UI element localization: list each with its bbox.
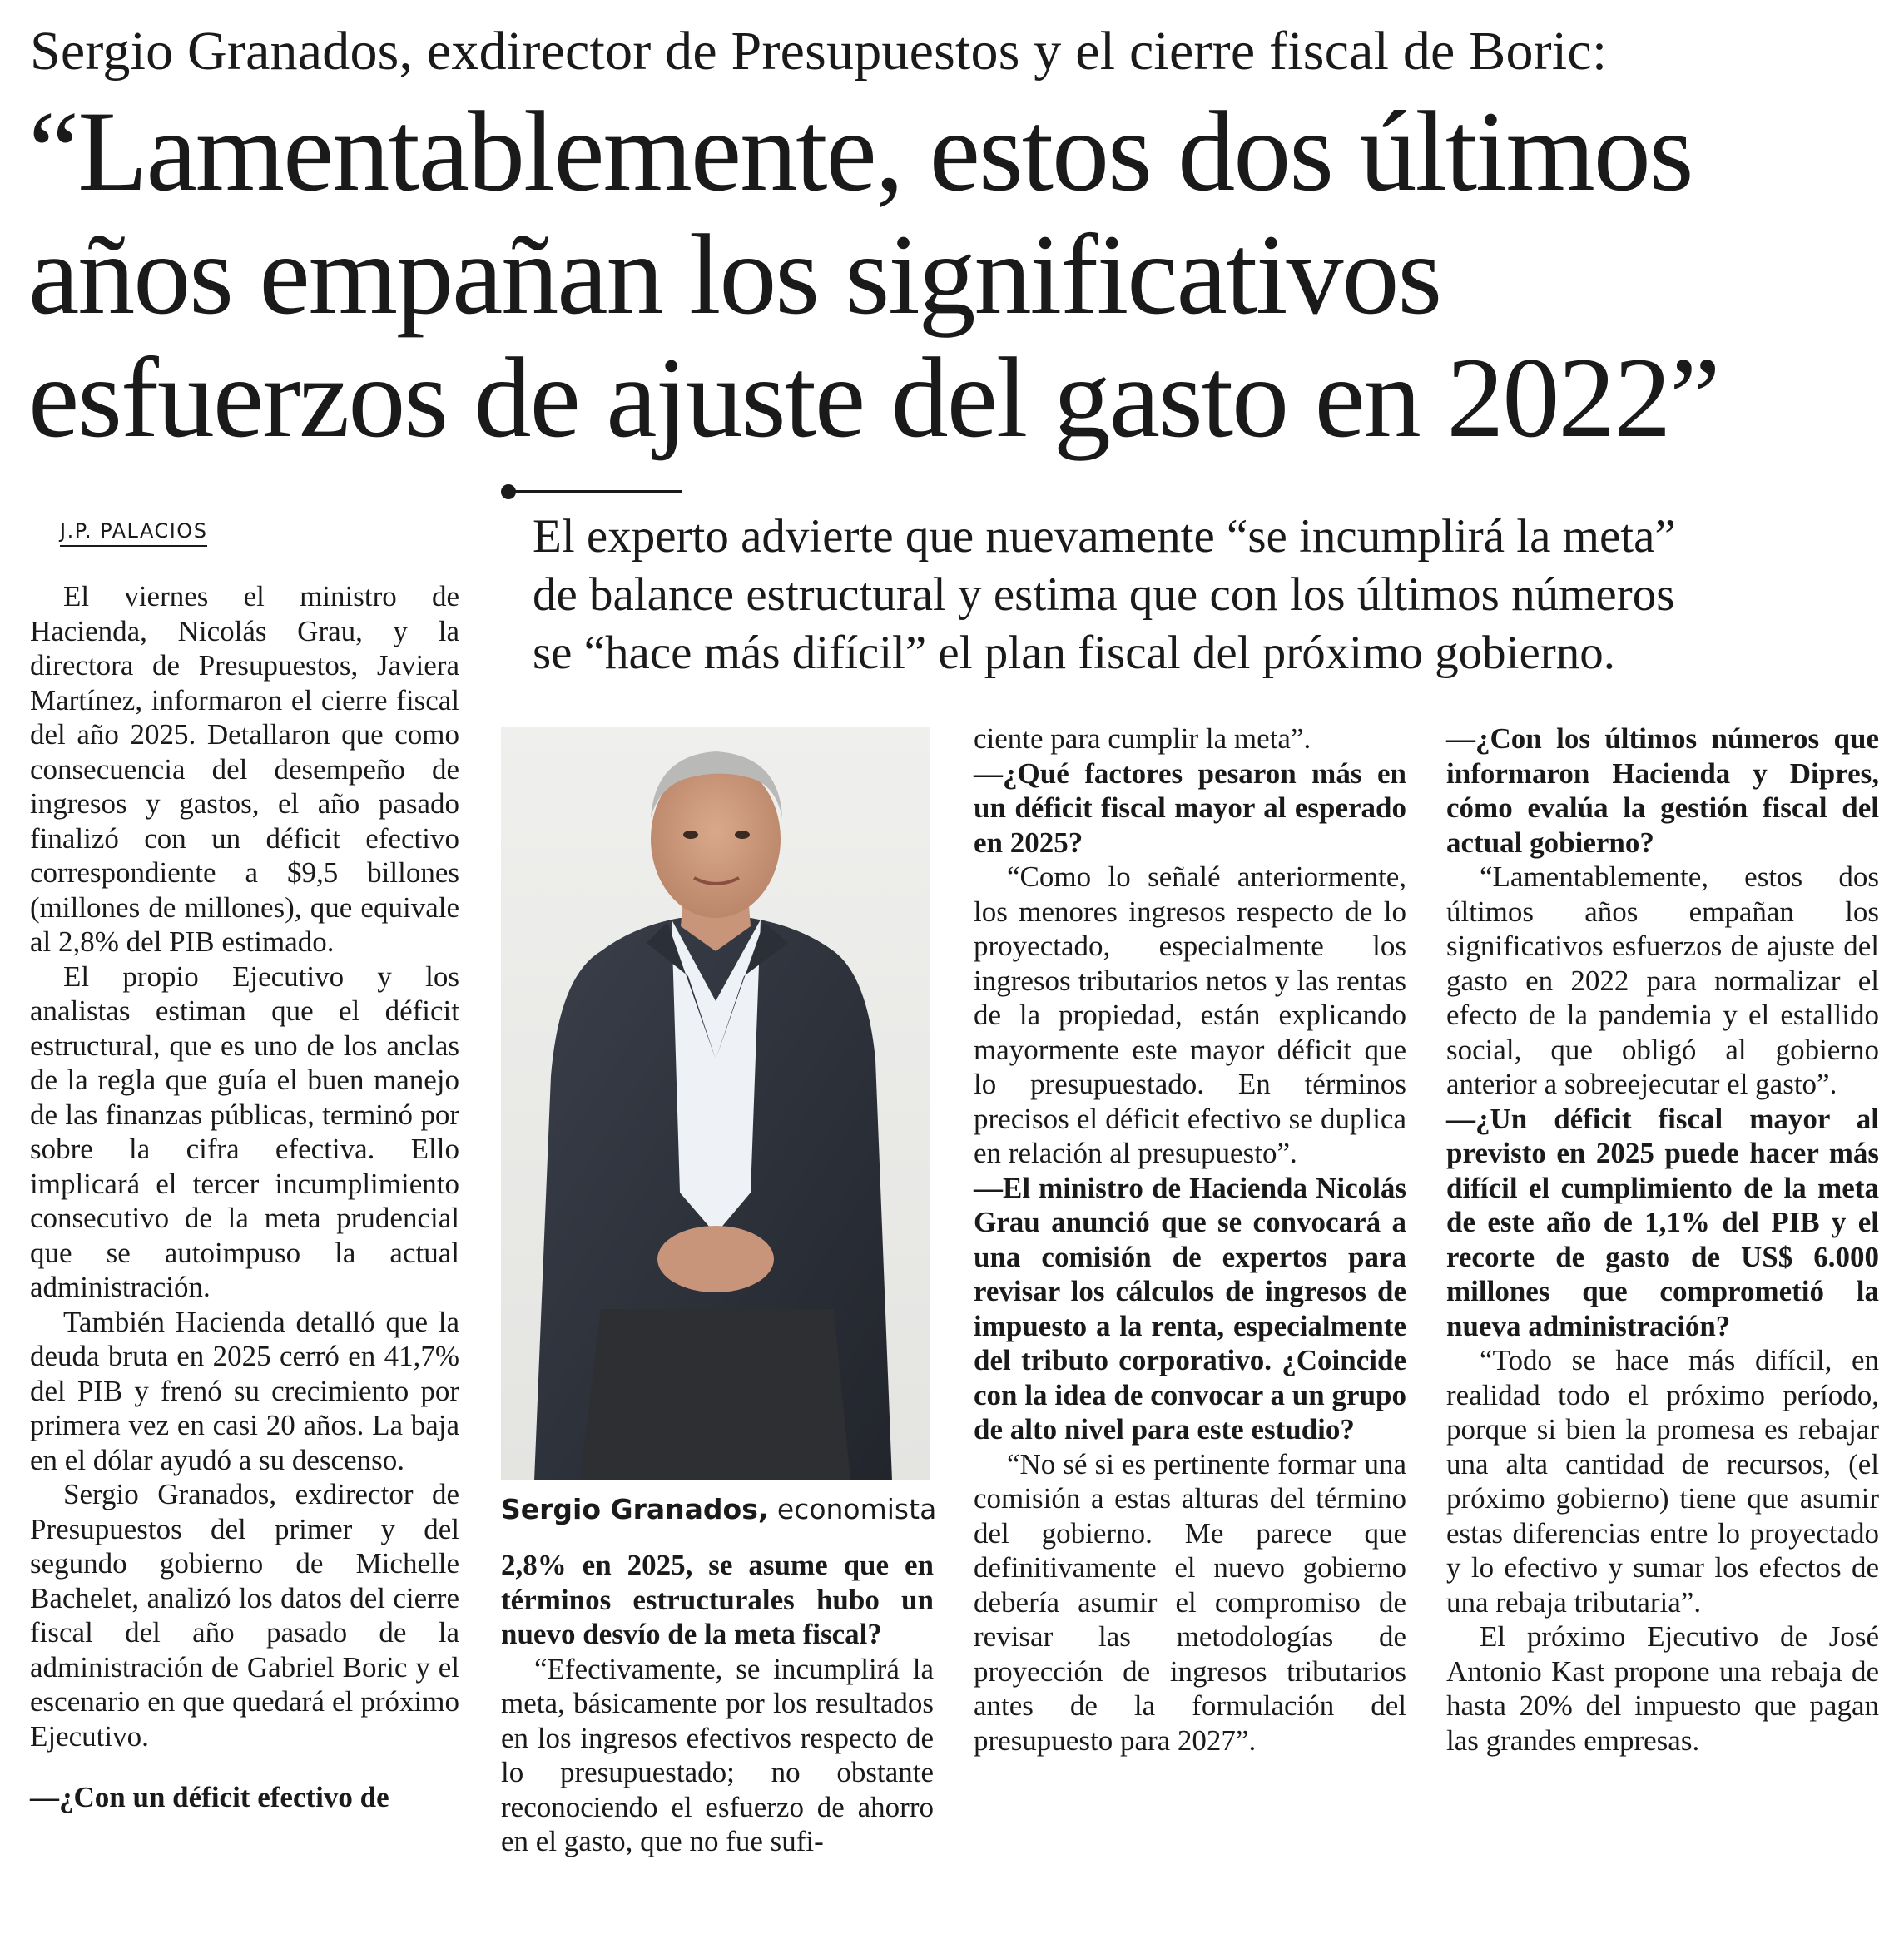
column-3 (974, 722, 1406, 1758)
column-4 (1446, 722, 1879, 1758)
interview-answer: “Efectivamente, se incumplirá la meta, básicamente por los resultados en los ingresos efectivos respecto de lo presupuestado; no obstante reconociendo el esfuerzo de ahorro en el gasto, que no fue sufi- (501, 1652, 934, 1857)
paragraph: El viernes el ministro de Hacienda, Nicolás Grau, y la directora de Presupuestos, Javiera Martínez, informaron el cierre fiscal del año 2025. Detallaron que como consecuencia del desempeño de ingresos y gastos, el año pasado finalizó con un déficit efectivo correspondiente a $9,5 billones (millones de millones), que equivale al 2,8% del PIB estimado. (30, 580, 459, 958)
interview-answer: “Lamentablemente, estos dos últimos años empañan los significativos esfuerzos de ajuste del gasto en 2022 para normalizar el efecto de la pandemia y el estallido social, que obligó al gobierno anterior a sobreejecutar el gasto”. (1446, 860, 1879, 1100)
interview-answer: “Todo se hace más difícil, en realidad todo el próximo período, porque si bien la promesa es rebajar una alta cantidad de recursos, (el próximo gobierno) tiene que asumir estas diferencias entre lo proyectado y lo efectivo y sumar los efectos de una rebaja tributaria”. (1446, 1344, 1879, 1619)
article-headline (28, 87, 1884, 461)
paragraph: El propio Ejecutivo y los analistas estiman que el déficit estructural, que es uno de los anclas de la regla que guía el buen manejo de las finanzas públicas, terminó por sobre la cifra efectiva. Ello implicará el tercer incumplimiento consecutivo de la meta prudencial que se autoimpuso la actual administración. (30, 960, 459, 1303)
photo-caption (501, 1493, 936, 1525)
interview-question: 2,8% en 2025, se asume que en términos estructurales hubo un nuevo desvío de la meta fiscal? (501, 1549, 934, 1650)
paragraph: También Hacienda detalló que la deuda bruta en 2025 cerró en 41,7% del PIB y frenó su crecimiento por primera vez en casi 20 años. La baja en el dólar ayudó a su descenso. (30, 1305, 459, 1476)
column-2 (501, 1548, 934, 1859)
interview-question: —El ministro de Hacienda Nicolás Grau anunció que se convocará a una comisión de expertos para revisar los cálculos de ingresos de impuesto a la renta, especialmente del tributo corporativo. ¿Coincide con la idea de convocar a un grupo de alto nivel para este estudio? (974, 1171, 1406, 1446)
article-kicker: Sergio Granados, exdirector de Presupuestos y el cierre fiscal de Boric: (30, 21, 1608, 82)
byline: J.P. PALACIOS (60, 519, 207, 547)
interview-question: —¿Un déficit fiscal mayor al previsto en 2025 puede hacer más difícil el cumplimiento de la meta de este año de 1,1% del PIB y el recorte de gasto de US$ 6.000 millones que comprometió la nueva administración? (1446, 1102, 1879, 1342)
divider-line (508, 490, 682, 493)
headline-line: “Lamentablemente, estos dos últimos (28, 87, 1693, 215)
interview-answer: “Como lo señalé anteriormente, los menores ingresos respecto de lo proyectado, especialmente los ingresos tributarios netos y las rentas de la propiedad, están explicando mayormente este mayor déficit que lo presupuestado. En términos precisos el déficit efectivo se duplica en relación al presupuesto”. (974, 860, 1406, 1169)
interview-question: —¿Qué factores pesaron más en un déficit fiscal mayor al esperado en 2025? (974, 756, 1406, 859)
article-lead (533, 508, 1881, 682)
column-1 (30, 579, 459, 1815)
paragraph: Sergio Granados, exdirector de Presupuestos del primer y del segundo gobierno de Michelle Bachelet, analizó los datos del cierre fiscal del año pasado de la administración de Gabriel Boric y el escenario en que quedará el próximo Ejecutivo. (30, 1478, 459, 1753)
headline-line: años empañan los significativos (28, 211, 1441, 338)
portrait-illustration (501, 727, 930, 1480)
lead-line: se “hace más difícil” el plan fiscal del próximo gobierno. (533, 627, 1616, 679)
interview-question: —¿Con un déficit efectivo de (30, 1781, 389, 1813)
caption-name: Sergio Granados, (501, 1493, 769, 1525)
portrait-photo (501, 727, 930, 1480)
interview-answer: ciente para cumplir la meta”. (974, 722, 1311, 755)
lead-line: El experto advierte que nuevamente “se incumplirá la meta” (533, 510, 1676, 563)
interview-answer: “No sé si es pertinente formar una comisión a estas alturas del término del gobierno. Me parece que definitivamente el nuevo gobierno debería asumir el compromiso de revisar las metodologías de proyección de ingresos tributarios antes de la formulación del presupuesto para 2027”. (974, 1447, 1406, 1757)
lead-line: de balance estructural y estima que con los últimos números (533, 568, 1675, 621)
interview-question: —¿Con los últimos números que informaron Hacienda y Dipres, cómo evalúa la gestión fiscal del actual gobierno? (1446, 722, 1879, 859)
headline-line: esfuerzos de ajuste del gasto en 2022” (28, 334, 1719, 461)
paragraph: El próximo Ejecutivo de José Antonio Kast propone una rebaja de hasta 20% del impuesto que pagan las grandes empresas. (1446, 1620, 1879, 1757)
caption-role: economista (768, 1493, 937, 1525)
